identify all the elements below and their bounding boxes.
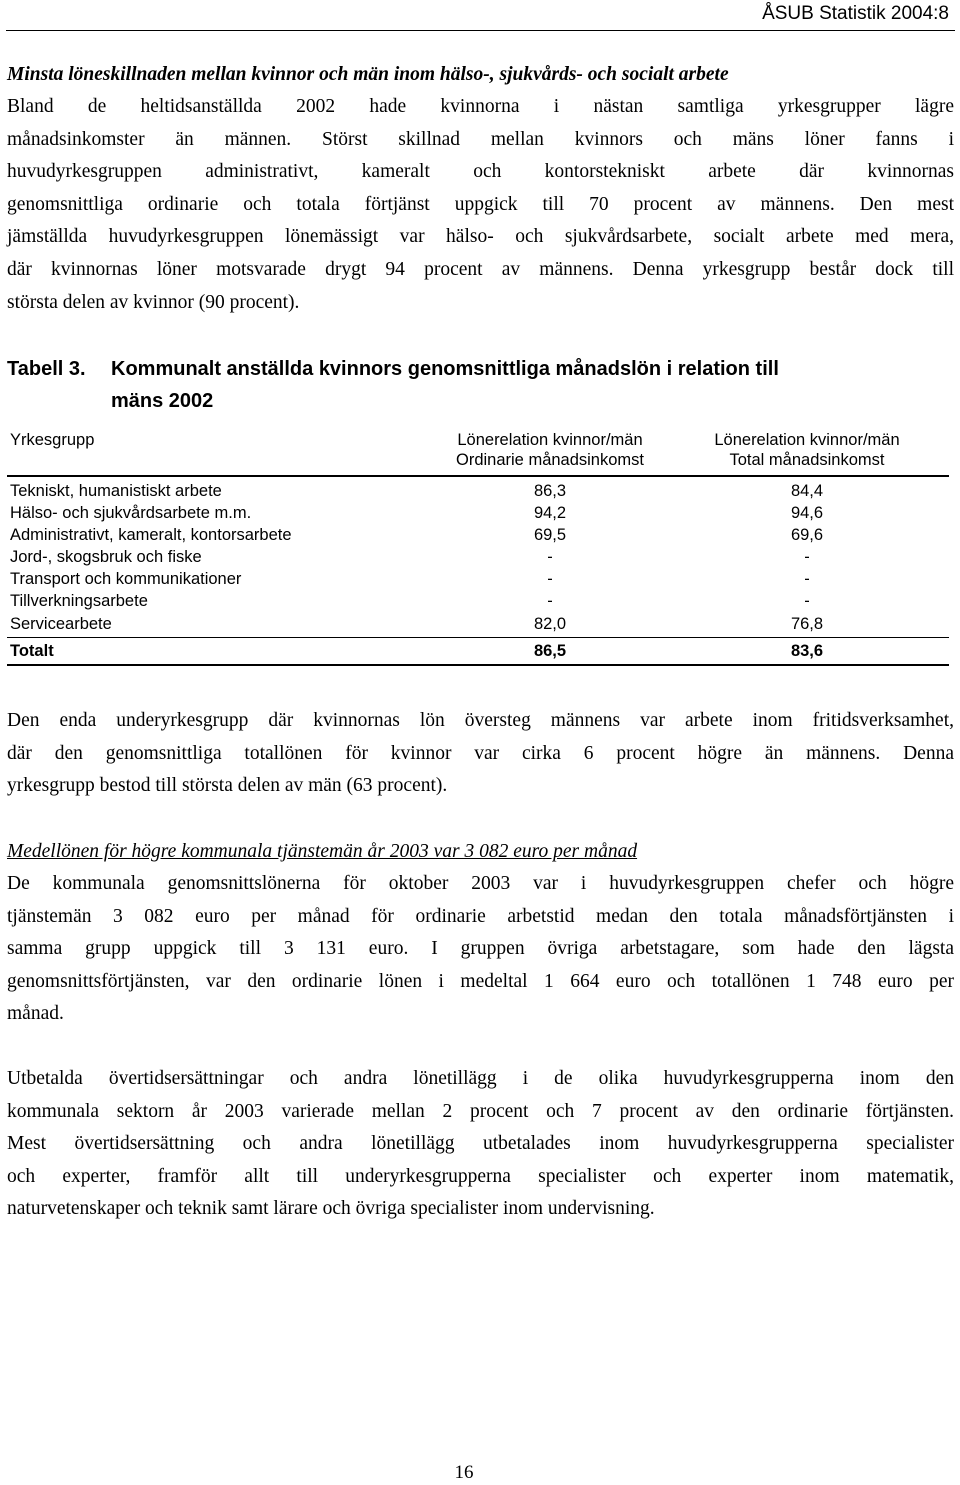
text-line: kommunala sektorn år 2003 varierade mellan 2 procent och 7 procent av den ordinarie förtjänsten. [7,1100,954,1122]
text-line: De kommunala genomsnittslönerna för oktober 2003 var i huvudyrkesgruppen chefer och högre [7,873,954,894]
cell-total: 69,6 [790,526,824,544]
text-line: genomsnittsförtjänsten, var den ordinarie lönen i medeltal 1 664 euro och totallönen 1 748 euro per [7,970,954,992]
page-number: 16 [454,1462,474,1483]
text-line: där den genomsnittliga totallönen för kvinnor var cirka 6 procent högre än männens. Denna [7,742,954,764]
text-line: tjänstemän 3 082 euro per månad för ordinarie arbetstid medan den totala månadsförtjänsten i [7,905,954,927]
cell-total: 84,4 [790,482,824,500]
table-label: Tabell 3. [7,358,86,380]
table-title-cont: mäns 2002 [111,390,214,412]
col-header-ordinary [415,430,685,470]
cell-ordinary: - [547,548,553,566]
cell-group: Servicearbete [10,615,112,633]
text-line: jämställda huvudyrkesgruppen lönemässigt var hälso- och sjukvårdsarbete, socialt arbete med mera, [7,226,954,248]
table-caption [7,353,947,417]
cell-ordinary: 69,5 [533,526,567,544]
text-line: där kvinnornas löner motsvarade drygt 94 procent av männens. Denna yrkesgrupp består dock till [7,258,954,280]
cell-group: Transport och kommunikationer [10,570,242,588]
table-total-row [7,640,949,662]
cell-total: - [804,548,810,566]
cell-ordinary: - [547,570,553,588]
table-row [7,546,949,568]
col-header-ordinary-l1: Lönerelation kvinnor/män [457,431,643,449]
report-title: ÅSUB Statistik 2004:8 [762,3,949,24]
text-line: naturvetenskaper och teknik samt lärare och övriga specialister inom undervisning. [7,1198,655,1220]
cell-ordinary: 82,0 [533,615,567,633]
cell-ordinary: 94,2 [533,504,567,522]
table-row [7,502,949,524]
text-line: Utbetalda övertidsersättningar och andra lönetillägg i de olika huvudyrkesgrupperna inom den [7,1068,954,1089]
section-heading-1: Minsta löneskillnaden mellan kvinnor och män inom hälso-, sjukvårds- och socialt arbete [7,64,729,85]
paragraph-4 [7,1063,954,1226]
text-line: yrkesgrupp bestod till största delen av män (63 procent). [7,775,448,797]
table-row [7,568,949,590]
text-line: samma grupp uppgick till 3 131 euro. I gruppen övriga arbetstagare, som hade den lägsta [7,938,954,960]
table-header-rule [7,475,949,477]
table-total-rule [7,637,949,638]
cell-total: 76,8 [790,615,824,633]
page-header [6,0,955,31]
col-header-ordinary-l2: Ordinarie månadsinkomst [456,451,644,469]
col-header-total-l2: Total månadsinkomst [729,451,885,469]
cell-group: Tillverkningsarbete [10,592,148,610]
paragraph-2 [7,705,954,803]
cell-total: 94,6 [790,504,824,522]
text-line: månadsinkomster än männen. Störst skillnad mellan kvinnors och mäns löner fanns i [7,128,954,150]
text-line: huvudyrkesgruppen administrativt, kameralt och kontorstekniskt arbete där kvinnornas [7,161,954,183]
cell-total: - [804,570,810,588]
paragraph-3 [7,868,954,1031]
paragraph-1 [7,91,954,319]
table-title: Kommunalt anställda kvinnors genomsnittliga månadslön i relation till [111,358,779,380]
cell-group: Hälso- och sjukvårdsarbete m.m. [10,504,252,522]
table-row [7,613,949,635]
table-row [7,480,949,502]
text-line: Den enda underyrkesgrupp där kvinnornas lön översteg männens var arbete inom fritidsverksamhet, [7,710,954,731]
cell-group: Jord-, skogsbruk och fiske [10,548,202,566]
table-bottom-rule [7,664,949,666]
cell-group: Administrativt, kameralt, kontorsarbete [10,526,292,544]
table-row [7,524,949,546]
text-line: Mest övertidsersättning och andra lönetillägg utbetalades inom huvudyrkesgrupperna specialister [7,1133,954,1155]
text-line: och experter, framför allt till underyrkesgrupperna specialister och experter inom matematik, [7,1165,954,1187]
table-header [7,430,949,470]
table-row [7,590,949,612]
text-line: genomsnittliga ordinarie och totala förtjänst uppgick till 70 procent av männens. Den mest [7,193,954,215]
cell-ordinary: - [547,592,553,610]
cell-ordinary: 86,3 [533,482,567,500]
text-line: månad. [7,1003,64,1025]
cell-group: Totalt [10,642,54,660]
cell-total: 83,6 [790,642,824,660]
section-heading-3: Medellönen för högre kommunala tjänstemän år 2003 var 3 082 euro per månad [7,841,638,862]
cell-total: - [804,592,810,610]
col-header-group: Yrkesgrupp [10,431,95,449]
cell-ordinary: 86,5 [533,642,567,660]
text-line: största delen av kvinnor (90 procent). [7,291,300,313]
cell-group: Tekniskt, humanistiskt arbete [10,482,222,500]
text-line: Bland de heltidsanställda 2002 hade kvinnorna i nästan samtliga yrkesgrupper lägre [7,96,954,117]
col-header-total-l1: Lönerelation kvinnor/män [714,431,900,449]
col-header-total [672,430,942,470]
